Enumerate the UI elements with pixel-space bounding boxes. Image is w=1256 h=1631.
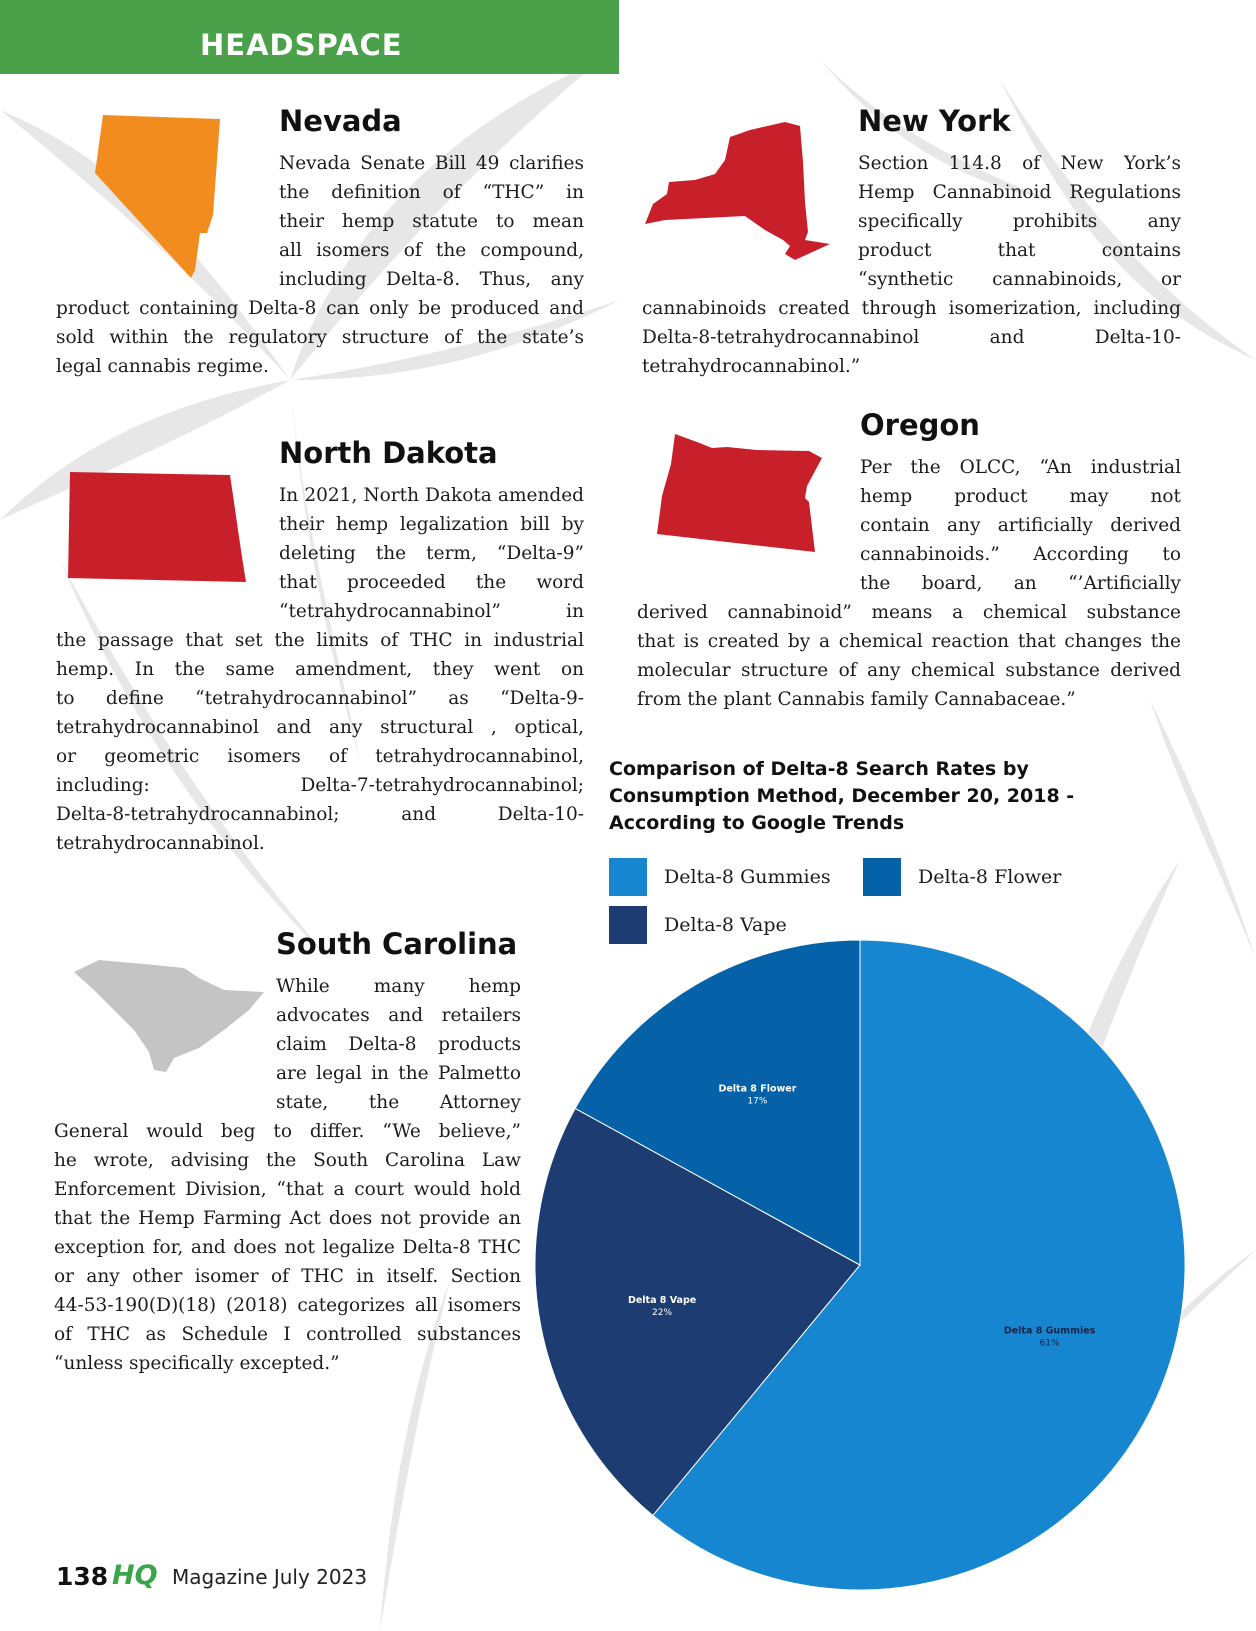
pie-chart xyxy=(530,935,1190,1595)
text-line: from the plant Cannabis family Cannabaceae.” xyxy=(637,689,1076,710)
text-line: specifically prohibits any xyxy=(858,211,1181,232)
text-line: the passage that set the limits of THC in industrial xyxy=(56,630,584,651)
chart-title: Comparison of Delta-8 Search Rates by Consumption Method, December 20, 2018 - According to Google Trends xyxy=(609,758,1075,834)
section-body xyxy=(279,149,584,294)
hq-logo: HQ xyxy=(112,1560,158,1591)
text-line: Delta-8-tetrahydrocannabinol and Delta-10- xyxy=(642,327,1181,348)
text-line: 44-53-190(D)(18) (2018) categorizes all isomers xyxy=(54,1295,521,1316)
text-line: “synthetic cannabinoids, or xyxy=(858,269,1181,290)
text-line: General would beg to differ. “We believe,” xyxy=(54,1121,521,1142)
new-york-map-icon xyxy=(645,122,830,267)
text-line: claim Delta-8 products xyxy=(276,1034,521,1055)
legend-swatch xyxy=(863,858,901,896)
text-line: While many hemp xyxy=(276,976,521,997)
text-line: cannabinoids.” According to xyxy=(860,544,1181,565)
text-line: Delta-8-tetrahydrocannabinol; and Delta-10- xyxy=(56,804,584,825)
text-line: tetrahydrocannabinol. xyxy=(56,833,265,854)
text-line: he wrote, advising the South Carolina Law xyxy=(54,1150,521,1171)
text-line: to define “tetrahydrocannabinol” as “Delta-9- xyxy=(56,688,584,709)
text-line: derived cannabinoid” means a chemical substance xyxy=(637,602,1181,623)
slice-label: Delta 8 Flower xyxy=(718,1083,797,1095)
slice-value-label: 22% xyxy=(652,1307,673,1318)
text-line: deleting the term, “Delta-9” xyxy=(279,543,584,564)
text-line: of THC as Schedule I controlled substances xyxy=(54,1324,521,1345)
text-line: sold within the regulatory structure of the state’s xyxy=(56,327,584,348)
text-line: advocates and retailers xyxy=(276,1005,521,1026)
south-carolina-map-icon xyxy=(74,960,264,1075)
text-line: or any other isomer of THC in itself. Section xyxy=(54,1266,521,1287)
text-line: that proceeded the word xyxy=(279,572,584,593)
legend-label: Delta-8 Gummies xyxy=(664,866,831,888)
text-line: hemp. In the same amendment, they went on xyxy=(56,659,584,680)
text-line: all isomers of the compound, xyxy=(279,240,584,261)
section-body-continued xyxy=(56,294,584,381)
section-body-continued xyxy=(54,1117,521,1378)
text-line: that the Hemp Farming Act does not provide an xyxy=(54,1208,521,1229)
text-line: Hemp Cannabinoid Regulations xyxy=(858,182,1181,203)
slice-label: Delta 8 Gummies xyxy=(1003,1325,1096,1337)
section-body-continued xyxy=(637,598,1181,714)
text-line: contain any artificially derived xyxy=(860,515,1181,536)
text-line: or geometric isomers of tetrahydrocannabinol, xyxy=(56,746,584,767)
section-body xyxy=(276,972,521,1117)
text-line: legal cannabis regime. xyxy=(56,356,269,377)
slice-value-label: 61% xyxy=(1039,1338,1060,1349)
text-line: Per the OLCC, “An industrial xyxy=(860,457,1181,478)
text-line: the board, an “’Artificially xyxy=(860,573,1181,594)
text-line: cannabinoids created through isomerization, including xyxy=(642,298,1181,319)
text-line: product that contains xyxy=(858,240,1181,261)
text-line: tetrahydrocannabinol.” xyxy=(642,356,861,377)
text-line: the definition of “THC” in xyxy=(279,182,584,203)
text-line: including Delta-8. Thus, any xyxy=(279,269,584,290)
north-dakota-map-icon xyxy=(68,472,250,584)
legend-swatch xyxy=(609,858,647,896)
section-title: New York xyxy=(858,104,1011,138)
section-header-label: HEADSPACE xyxy=(200,28,403,62)
text-line: their hemp statute to mean xyxy=(279,211,584,232)
magazine-issue: Magazine July 2023 xyxy=(172,1565,368,1589)
slice-value-label: 17% xyxy=(747,1096,768,1107)
text-line: “tetrahydrocannabinol” in xyxy=(279,601,584,622)
text-line: exception for, and does not legalize Delta-8 THC xyxy=(54,1237,521,1258)
text-line: In 2021, North Dakota amended xyxy=(279,485,584,506)
text-line: state, the Attorney xyxy=(276,1092,521,1113)
section-title: North Dakota xyxy=(279,436,498,470)
text-line: that is created by a chemical reaction that changes the xyxy=(637,631,1181,652)
text-line: are legal in the Palmetto xyxy=(276,1063,521,1084)
text-line: including: Delta-7-tetrahydrocannabinol; xyxy=(56,775,584,796)
legend-label: Delta-8 Vape xyxy=(664,914,787,936)
section-title: South Carolina xyxy=(276,927,518,961)
text-line: Nevada Senate Bill 49 clarifies xyxy=(279,153,584,174)
text-line: their hemp legalization bill by xyxy=(279,514,584,535)
text-line: product containing Delta-8 can only be produced and xyxy=(56,298,584,319)
section-body xyxy=(860,453,1181,598)
section-header-bar xyxy=(0,0,619,74)
text-line: “unless specifically excepted.” xyxy=(54,1353,340,1374)
text-line: molecular structure of any chemical substance derived xyxy=(637,660,1181,681)
slice-label: Delta 8 Vape xyxy=(627,1294,697,1306)
section-title: Oregon xyxy=(860,408,980,442)
section-title: Nevada xyxy=(279,104,402,138)
page-number: 138 xyxy=(56,1562,109,1591)
text-line: Section 114.8 of New York’s xyxy=(858,153,1181,174)
oregon-map-icon xyxy=(657,434,827,554)
text-line: hemp product may not xyxy=(860,486,1181,507)
section-body-continued xyxy=(56,626,584,858)
text-line: Enforcement Division, “that a court would hold xyxy=(54,1179,521,1200)
section-body xyxy=(279,481,584,626)
legend-label: Delta-8 Flower xyxy=(918,866,1062,888)
section-body xyxy=(858,149,1181,294)
nevada-map-icon xyxy=(95,115,225,285)
section-body-continued xyxy=(642,294,1181,381)
text-line: tetrahydrocannabinol and any structural , optical, xyxy=(56,717,584,738)
